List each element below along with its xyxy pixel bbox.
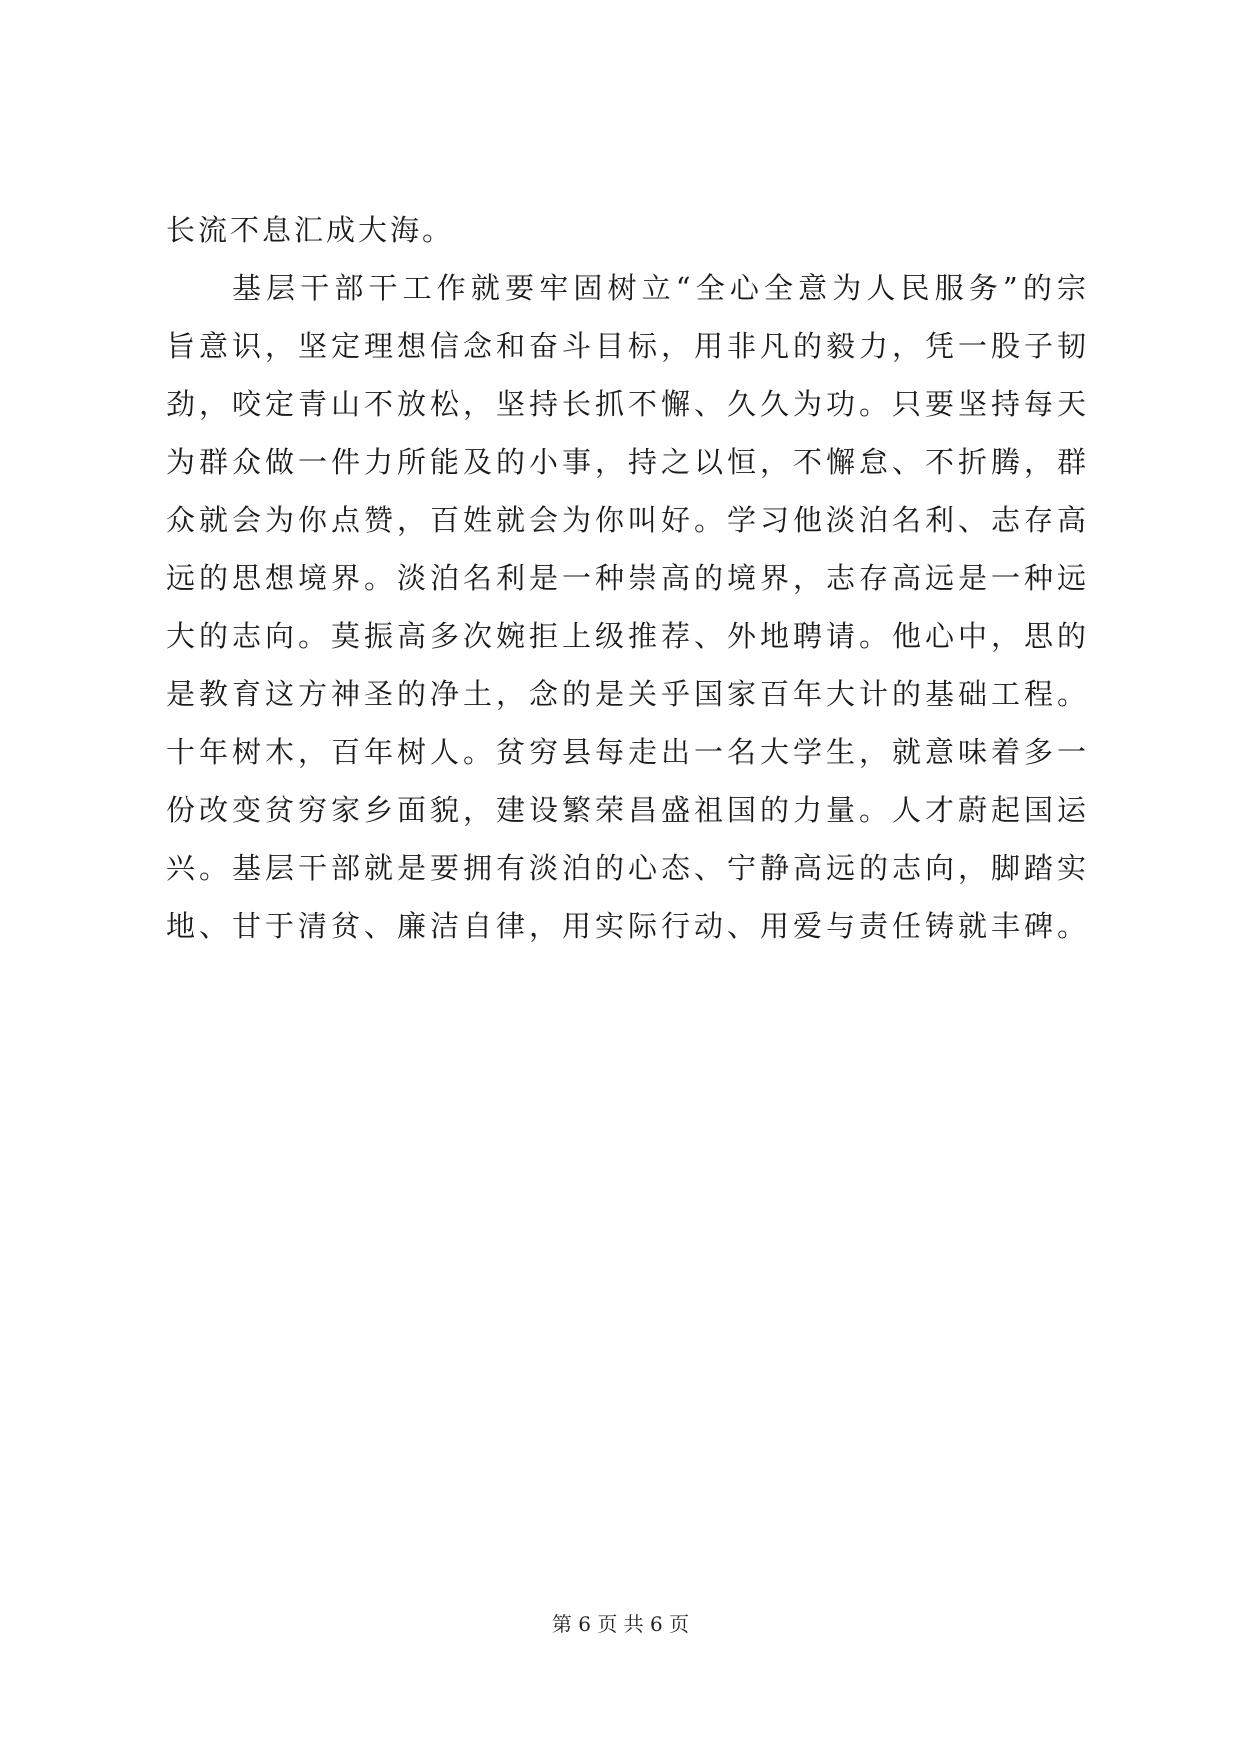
paragraph-line-4: 劲，咬定青山不放松，坚持长抓不懈、久久为功。只要坚持每天 — [166, 387, 1086, 421]
paragraph-line-12: 兴。基层干部就是要拥有淡泊的心态、宁静高远的志向，脚踏实 — [166, 851, 1086, 885]
paragraph-line-2: 基层干部干工作就要牢固树立“全心全意为人民服务”的宗 — [232, 271, 1086, 305]
paragraph-line-5: 为群众做一件力所能及的小事，持之以恒，不懈怠、不折腾，群 — [166, 445, 1086, 479]
paragraph-line-8: 大的志向。莫振高多次婉拒上级推荐、外地聘请。他心中，思的 — [166, 619, 1086, 653]
paragraph-line-1: 长流不息汇成大海。 — [166, 213, 455, 247]
page-number-footer: 第 6 页 共 6 页 — [551, 1612, 690, 1636]
paragraph-line-6: 众就会为你点赞，百姓就会为你叫好。学习他淡泊名利、志存高 — [166, 503, 1086, 537]
paragraph-line-3: 旨意识，坚定理想信念和奋斗目标，用非凡的毅力，凭一股子韧 — [166, 329, 1086, 363]
paragraph-line-7: 远的思想境界。淡泊名利是一种崇高的境界，志存高远是一种远 — [166, 561, 1086, 595]
paragraph-line-9: 是教育这方神圣的净土，念的是关乎国家百年大计的基础工程。 — [166, 677, 1086, 711]
paragraph-line-11: 份改变贫穷家乡面貌，建设繁荣昌盛祖国的力量。人才蔚起国运 — [166, 793, 1086, 827]
paragraph-line-10: 十年树木，百年树人。贫穷县每走出一名大学生，就意味着多一 — [166, 735, 1086, 769]
paragraph-line-13: 地、甘于清贫、廉洁自律，用实际行动、用爱与责任铸就丰碑。 — [166, 909, 1086, 943]
